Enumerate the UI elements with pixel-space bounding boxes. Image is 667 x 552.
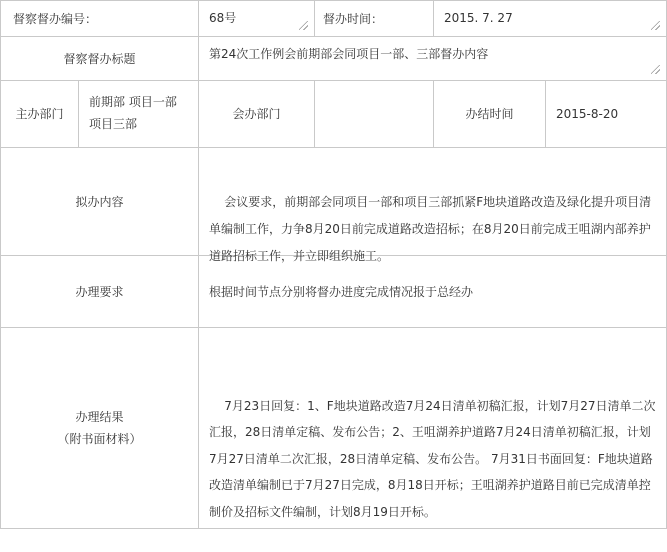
result-label-subtext: （附书面材料） (57, 432, 142, 446)
plan-label (1, 148, 199, 256)
dept-value: 前期部 项目一部 项目三部 (89, 95, 177, 131)
result-label-text: 办理结果 (75, 410, 124, 424)
result-value-cell (199, 328, 666, 528)
deadline-value-cell (546, 81, 666, 148)
resize-grip-icon[interactable] (651, 21, 660, 30)
title-field[interactable] (199, 37, 666, 81)
time-label-text: 督办时间： (323, 11, 384, 26)
result-label (1, 328, 199, 528)
resize-grip-icon[interactable] (651, 65, 660, 74)
title-value: 第24次工作例会前期部会同项目一部、三部督办内容 (209, 47, 489, 61)
code-label-text: 督察督办编号： (13, 11, 98, 26)
plan-label-text: 拟办内容 (75, 194, 124, 209)
co-dept-value-cell (315, 81, 434, 148)
title-label-text: 督察督办标题 (63, 51, 136, 66)
title-label (1, 37, 199, 81)
requirement-value-cell (199, 256, 666, 328)
time-label (315, 1, 434, 37)
result-value: 7月23日回复：1、F地块道路改造7月24日清单初稿汇报，计划7月27日清单二次汇报，28日清单定稿、发布公告；2、王咀湖养护道路7月24日清单初稿汇报，计划7月27日清单二次汇报，28日清单定稿、发布公告。 7月31日书面回复：F地块道路改造清单编制已于7月27日完成，8月18日开标；王咀湖养护道路目前已完成清单控制价及招标文件编制，计划8月19日开标。 (209, 398, 656, 519)
code-value: 68号 (209, 11, 237, 25)
requirement-value: 根据时间节点分别将督办进度完成情况报于总经办 (209, 284, 474, 299)
time-field[interactable] (434, 1, 666, 37)
plan-value-cell (199, 148, 666, 263)
resize-grip-icon[interactable] (299, 21, 308, 30)
code-label (1, 1, 199, 37)
dept-value-cell (79, 81, 199, 148)
deadline-value: 2015-8-20 (556, 107, 619, 121)
co-dept-label-text: 会办部门 (232, 107, 281, 121)
dept-label (1, 81, 79, 148)
requirement-label-text: 办理要求 (75, 284, 124, 299)
code-field[interactable] (199, 1, 315, 37)
deadline-label (434, 81, 546, 148)
co-dept-label (199, 81, 315, 148)
time-value: 2015. 7. 27 (444, 11, 513, 25)
plan-value: 会议要求，前期部会同项目一部和项目三部抓紧F地块道路改造及绿化提升项目清单编制工作，力争8月20日前完成道路改造招标；在8月20日前完成王咀湖内部养护道路招标工作，并立即组织施工。 (209, 195, 652, 263)
dept-label-text: 主办部门 (15, 107, 64, 121)
deadline-label-text: 办结时间 (465, 107, 514, 121)
requirement-label (1, 256, 199, 328)
